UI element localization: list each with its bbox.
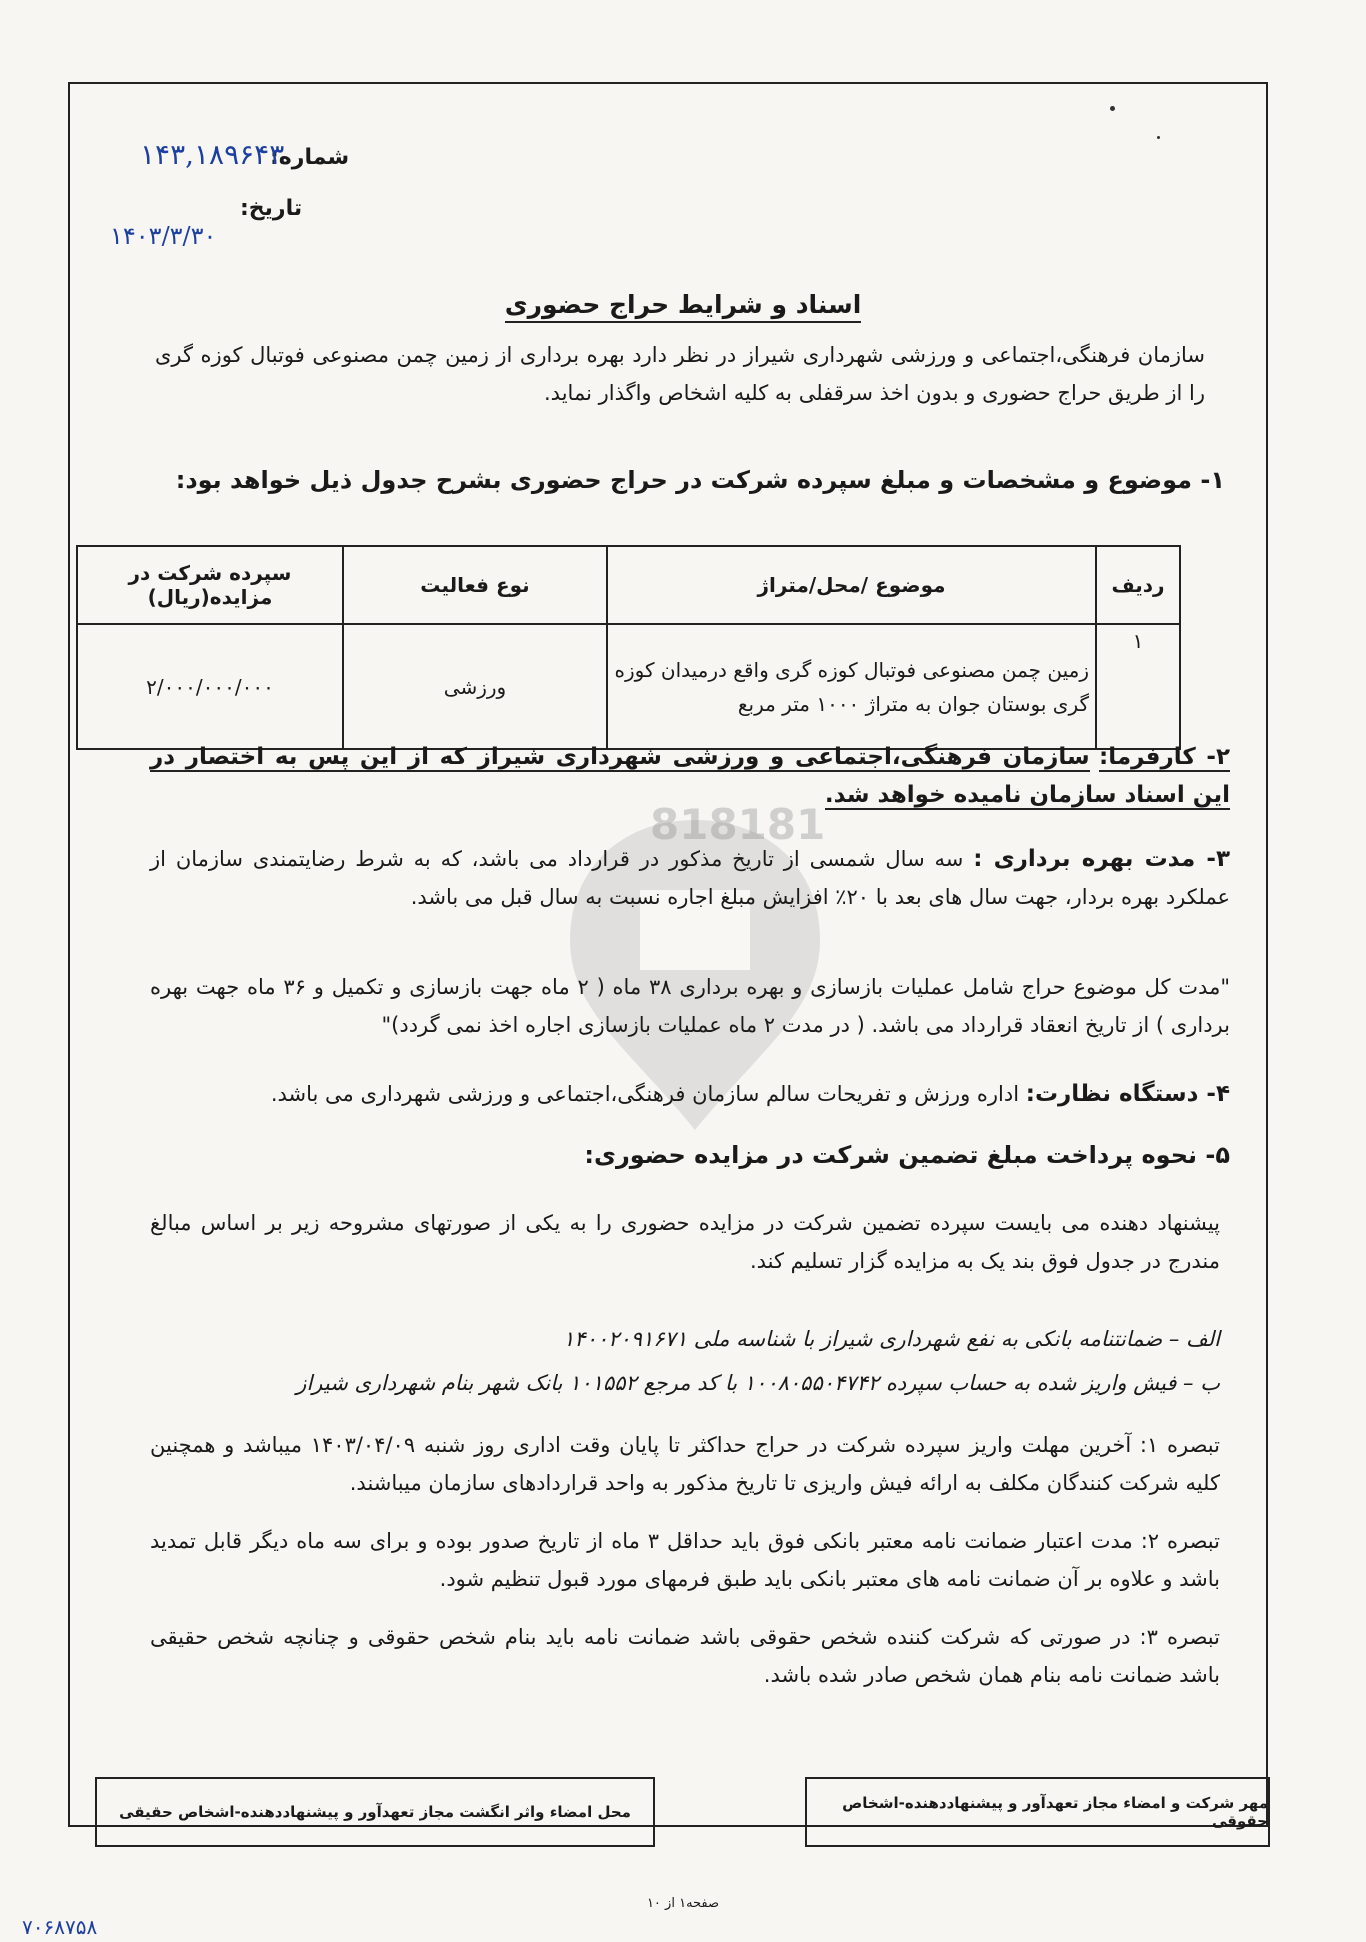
cell-subject: زمین چمن مصنوعی فوتبال کوزه گری واقع درمیدان کوزه گری بوستان جوان به متراژ ۱۰۰۰ متر مربع	[607, 624, 1096, 749]
col-header-activity: نوع فعالیت	[343, 546, 607, 624]
table-row	[77, 624, 1180, 749]
item4-supervision: ۴- دستگاه نظارت: اداره ورزش و تفریحات سالم سازمان فرهنگی،اجتماعی و ورزشی شهرداری می باشد.	[270, 1081, 1230, 1107]
auction-table	[76, 545, 1181, 750]
intro-paragraph: سازمان فرهنگی،اجتماعی و ورزشی شهرداری شیراز در نظر دارد بهره برداری از زمین چمن مصنوعی فوتبال کوزه گری را از طریق حراج حضوری و بدون اخذ سرقفلی به کلیه اشخاص واگذار نماید.	[155, 343, 1205, 405]
item3-quote: "مدت کل موضوع حراج شامل عملیات بازسازی و بهره برداری ۳۸ ماه ( ۲ ماه جهت بازسازی و تکمیل و ۳۶ ماه جهت بهره برداری ) از تاریخ انعقاد قرارداد می باشد. ( در مدت ۲ ماه عملیات بازسازی اجاره اخذ نمی گردد)"	[150, 975, 1230, 1037]
handwritten-code: ۷۰۶۸۷۵۸	[22, 1915, 98, 1939]
table-header-row	[77, 546, 1180, 624]
cell-row-number: ۱	[1096, 624, 1180, 749]
section1-heading: ۱- موضوع و مشخصات و مبلغ سپرده شرکت در حراج حضوری بشرح جدول ذیل خواهد بود:	[175, 466, 1225, 494]
note-2: تبصره ۲: مدت اعتبار ضمانت نامه معتبر بانکی فوق باید حداقل ۳ ماه از تاریخ صدور بوده و برای سه ماه دیگر قابل تمدید باشد و علاوه بر آن ضمانت نامه های معتبر بانکی باید طبق فرمهای مورد قبول تنظیم شود.	[150, 1529, 1220, 1591]
number-label: شماره:	[270, 145, 350, 170]
col-header-deposit: سپرده شرکت در مزایده(ریال)	[77, 546, 343, 624]
note-1: تبصره ۱: آخرین مهلت واریز سپرده شرکت در حراج حداکثر تا پایان وقت اداری روز شنبه ۱۴۰۳/۰۴/۰۹ میباشد و همچنین کلیه شرکت کنندگان مکلف به ارائه فیش واریزی تا تاریخ مذکور به واحد قراردادهای سازمان میباشند.	[150, 1433, 1220, 1495]
item2-employer: ۲- کارفرما: سازمان فرهنگی،اجتماعی و ورزشی شهرداری شیراز که از این پس به اختصار در این اسناد سازمان نامیده خواهد شد.	[150, 744, 1230, 808]
cell-deposit: ۲/۰۰۰/۰۰۰/۰۰۰	[77, 624, 343, 749]
item5-text: پیشنهاد دهنده می بایست سپرده تضمین شرکت در مزایده حضوری را به یکی از صورتهای مشروحه زیر بر اساس مبالغ مندرج در جدول فوق بند یک به مزایده گزار تسلیم کند.	[150, 1211, 1220, 1273]
date-label: تاریخ:	[240, 196, 303, 221]
item5-option-b: ب – فیش واریز شده به حساب سپرده ۱۰۰۸۰۵۵۰۴۷۴۲ با کد مرجع ۱۰۱۵۵۲ بانک شهر بنام شهرداری شیراز	[296, 1371, 1220, 1395]
item5-option-a: الف – ضمانتنامه بانکی به نفع شهرداری شیراز با شناسه ملی ۱۴۰۰۲۰۹۱۶۷۱	[563, 1327, 1220, 1351]
document-title: اسناد و شرایط حراج حضوری	[0, 290, 1366, 319]
handwritten-date: ۱۴۰۳/۳/۳۰	[110, 222, 217, 250]
col-header-row-number: ردیف	[1096, 546, 1180, 624]
item5-heading: ۵- نحوه پرداخت مبلغ تضمین شرکت در مزایده حضوری:	[584, 1141, 1230, 1169]
signature-box-individual: محل امضاء واثر انگشت مجاز تعهدآور و پیشنهاددهنده-اشخاص حقیقی	[95, 1777, 655, 1847]
page-number: صفحه۱ از ۱۰	[646, 1896, 720, 1911]
note-3: تبصره ۳: در صورتی که شرکت کننده شخص حقوقی باشد ضمانت نامه باید بنام شخص حقوقی و چنانچه شخص حقیقی باشد ضمانت نامه بنام همان شخص صادر شده باشد.	[150, 1625, 1220, 1687]
handwritten-number: ۱۴۳,۱۸۹۶۴۳	[140, 138, 285, 171]
watermark-digits: 818181	[650, 800, 826, 849]
signature-box-legal: مهر شرکت و امضاء مجاز تعهدآور و پیشنهاددهنده-اشخاص حقوقی	[805, 1777, 1270, 1847]
cell-activity: ورزشی	[343, 624, 607, 749]
col-header-subject: موضوع /محل/متراژ	[607, 546, 1096, 624]
item3-duration: ۳- مدت بهره برداری : سه سال شمسی از تاریخ مذکور در قرارداد می باشد، که به شرط رضایتمندی سازمان از عملکرد بهره بردار، جهت سال های بعد با ۲۰٪ افزایش مبلغ اجاره نسبت به سال قبل می باشد.	[150, 846, 1230, 909]
